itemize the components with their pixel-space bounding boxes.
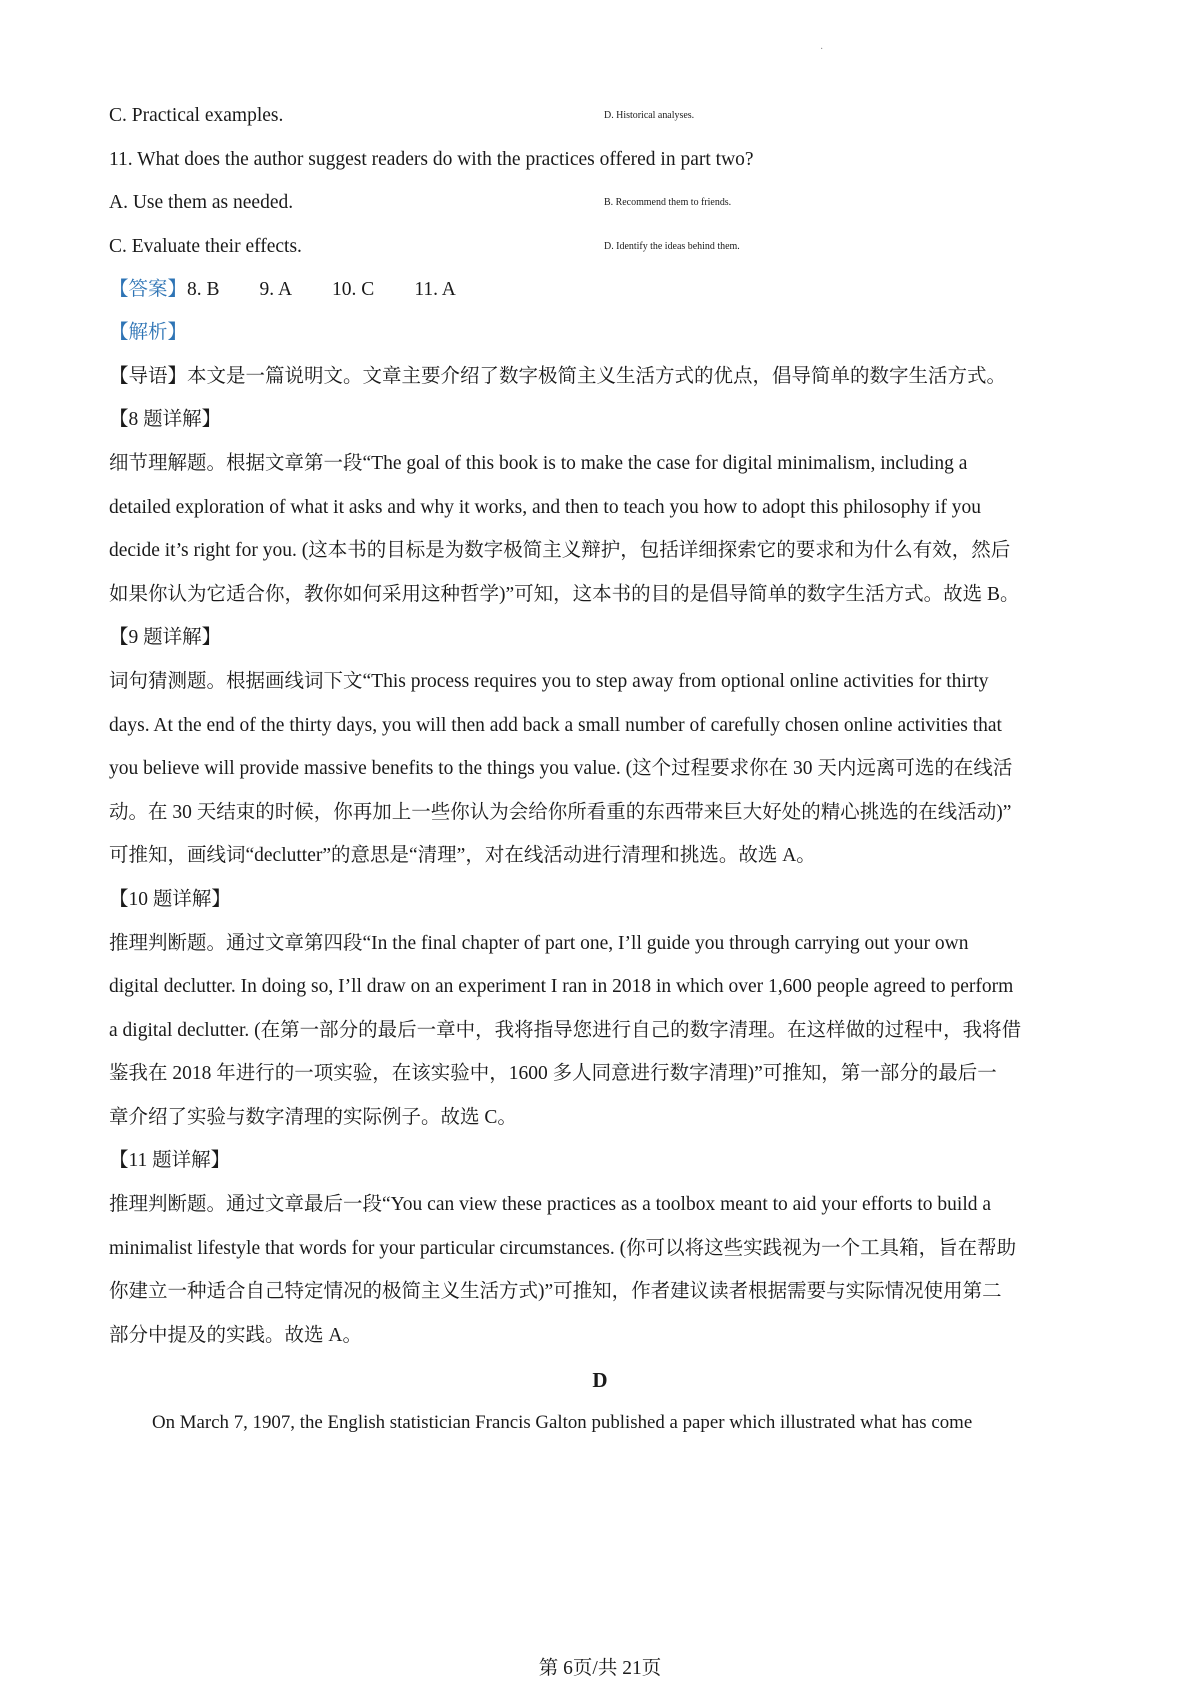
q11-heading: 【11 题详解】 <box>109 1150 231 1171</box>
q10-line: 鉴我在 2018 年进行的一项实验，在该实验中，1600 多人同意进行数字清理)”可推知，第一部分的最后一 <box>109 1063 997 1084</box>
q8-line: detailed exploration of what it asks and why it works, and then to teach you how to adopt this philosophy if you <box>109 497 981 518</box>
q10-line: digital declutter. In doing so, I’ll draw on an experiment I ran in 2018 in which over 1,600 people agreed to perform <box>109 976 1014 997</box>
passage-first-line: On March 7, 1907, the English statistician Francis Galton published a paper which illustrated what has come <box>152 1412 973 1433</box>
q11-option-d: D. Identify the ideas behind them. <box>604 241 740 252</box>
q11-question: 11. What does the author suggest readers do with the practices offered in part two? <box>109 149 754 170</box>
q10-heading: 【10 题详解】 <box>109 889 231 910</box>
answer-item: 8. B <box>187 279 220 300</box>
page-footer: 第 6页/共 21页 <box>538 1658 662 1679</box>
answer-line <box>109 277 1099 303</box>
answer-label: 【答案】 <box>109 279 188 300</box>
q10-option-c: C. Practical examples. <box>109 105 284 126</box>
q11-line: 部分中提及的实践。故选 A。 <box>109 1325 362 1346</box>
q9-line: 可推知，画线词“declutter”的意思是“清理”，对在线活动进行清理和挑选。故选 A。 <box>109 845 816 866</box>
q11-line: 推理判断题。通过文章最后一段“You can view these practices as a toolbox meant to aid your efforts to build a <box>109 1194 992 1215</box>
section-title: D <box>592 1368 608 1392</box>
q11-option-b: B. Recommend them to friends. <box>604 197 732 208</box>
q8-heading: 【8 题详解】 <box>109 409 222 430</box>
scan-dot: · <box>820 44 824 55</box>
q10-option-d: D. Historical analyses. <box>604 110 695 121</box>
analysis-label: 【解析】 <box>109 322 188 343</box>
q9-line: 词句猜测题。根据画线词下文“This process requires you to step away from optional online activities for thirty <box>109 671 989 692</box>
answer-item: 11. A <box>414 279 456 300</box>
q11-option-c: C. Evaluate their effects. <box>109 236 302 257</box>
q11-line: minimalist lifestyle that words for your particular circumstances. (你可以将这些实践视为一个工具箱，旨在帮助 <box>109 1238 1017 1259</box>
q11-line: 你建立一种适合自己特定情况的极简主义生活方式)”可推知，作者建议读者根据需要与实际情况使用第二 <box>109 1281 1002 1302</box>
answer-item: 10. C <box>332 279 375 300</box>
q8-line: 如果你认为它适合你，教你如何采用这种哲学)”可知，这本书的目的是倡导简单的数字生活方式。故选 B。 <box>109 584 1020 605</box>
q9-line: days. At the end of the thirty days, you will then add back a small number of carefully chosen online activities that <box>109 715 1002 736</box>
q9-line: 动。在 30 天结束的时候，你再加上一些你认为会给你所看重的东西带来巨大好处的精心挑选的在线活动)” <box>109 802 1012 823</box>
q10-line: a digital declutter. (在第一部分的最后一章中，我将指导您进行自己的数字清理。在这样做的过程中，我将借 <box>109 1020 1022 1041</box>
q10-line: 推理判断题。通过文章第四段“In the final chapter of part one, I’ll guide you through carrying out your own <box>109 933 969 954</box>
intro-paragraph: 【导语】本文是一篇说明文。文章主要介绍了数字极简主义生活方式的优点，倡导简单的数字生活方式。 <box>109 366 1007 387</box>
q11-option-a: A. Use them as needed. <box>109 192 294 213</box>
q9-heading: 【9 题详解】 <box>109 627 222 648</box>
q8-line: 细节理解题。根据文章第一段“The goal of this book is to make the case for digital minimalism, including a <box>109 453 968 474</box>
q9-line: you believe will provide massive benefits to the things you value. (这个过程要求你在 30 天内远离可选的在线活 <box>109 758 1013 779</box>
q8-line: decide it’s right for you. (这本书的目标是为数字极简主义辩护，包括详细探索它的要求和为什么有效，然后 <box>109 540 1011 561</box>
q10-line: 章介绍了实验与数字清理的实际例子。故选 C。 <box>109 1107 517 1128</box>
answer-item: 9. A <box>259 279 293 300</box>
